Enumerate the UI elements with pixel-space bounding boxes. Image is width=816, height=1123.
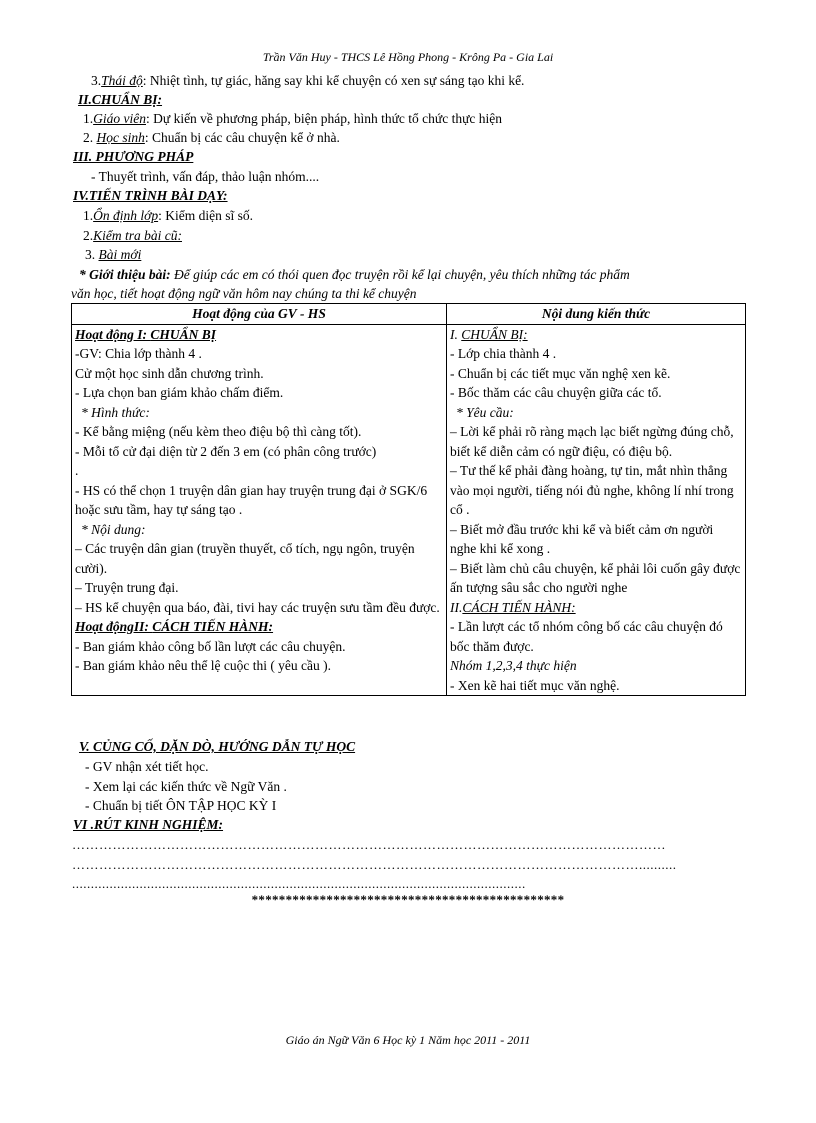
content-cell — [447, 324, 746, 696]
list-item: – Tư thế kể phải đàng hoàng, tự tin, mắt nhìn thẳng vào mọi người, tiếng nói đủ nghe, không lí nhí trong cổ . — [450, 463, 734, 517]
list-item: - Kể bằng miệng (nếu kèm theo điệu bộ thì càng tốt). — [75, 424, 362, 439]
list-item: . — [75, 463, 79, 478]
requirement-label: * Yêu cầu: — [456, 404, 514, 420]
page-footer: Giáo án Ngữ Văn 6 Học kỳ 1 Năm học 2011 - 2011 — [285, 1033, 531, 1047]
class-check-line: 1.Ổn định lớp: Kiểm diện sĩ số. — [83, 208, 253, 223]
list-item: - Mỗi tổ cử đại diện từ 2 đến 3 em (có phân công trước) — [75, 443, 377, 459]
new-lesson-line: 3. Bài mới — [85, 247, 142, 262]
section-5-title: V. CỦNG CỐ, DẶN DÒ, HƯỚNG DẪN TỰ HỌC — [79, 739, 356, 754]
student-label: Học sinh — [96, 130, 145, 145]
list-item: - Ban giám khảo công bố lần lượt các câu chuyện. — [75, 638, 346, 654]
list-item: - Lựa chọn ban giám khảo chấm điểm. — [75, 385, 284, 400]
list-item: – Biết làm chủ câu chuyện, kể phải lôi cuốn gây được ấn tượng sâu sắc cho người nghe — [450, 560, 741, 595]
section-6-title: VI .RÚT KINH NGHIỆM: — [73, 817, 224, 832]
list-item: - Ban giám khảo nêu thể lệ cuộc thi ( yêu cầu ). — [75, 658, 332, 673]
list-item: - Xem lại các kiến thức về Ngữ Văn . — [85, 779, 287, 794]
old-lesson-line: 2.Kiểm tra bài cũ: — [83, 228, 182, 243]
notes-line-2: ……………………………………………………………………………………………………………….......... — [72, 857, 677, 872]
list-item: – HS kể chuyện qua báo, đài, tivi hay các truyện sưu tầm đều được. — [75, 599, 440, 615]
attitude-label: Thái độ — [101, 73, 143, 88]
list-item: – Các truyện dân gian (truyền thuyết, cổ tích, ngụ ngôn, truyện cười). — [75, 541, 415, 576]
list-item: - GV nhận xét tiết học. — [85, 759, 209, 774]
intro-label: * Giới thiệu bài: — [79, 267, 175, 282]
list-item: -GV: Chia lớp thành 4 . — [75, 346, 202, 361]
activity-1-heading: Hoạt động I: CHUẨN BỊ — [75, 326, 217, 342]
teacher-prep-line: 1.Giáo viên: Dự kiến về phương pháp, biện pháp, hình thức tổ chức thực hiện — [83, 111, 503, 126]
class-check-label: Ổn định lớp — [93, 208, 159, 223]
teacher-label: Giáo viên — [93, 111, 146, 126]
section-2-title: II.CHUẨN BỊ: — [78, 92, 163, 107]
activity-table — [71, 303, 746, 696]
method-line: - Thuyết trình, vấn đáp, thảo luận nhóm.... — [91, 169, 320, 184]
intro-line-2: văn học, tiết hoạt động ngữ văn hôm nay chúng ta thi kể chuyện — [71, 286, 417, 301]
attitude-line: 3.Thái độ: Nhiệt tình, tự giác, hăng say khi kể chuyện có xen sự sáng tạo khi kể. — [91, 73, 525, 88]
content-label: * Nội dung: — [81, 521, 146, 537]
form-label: * Hình thức: — [81, 404, 150, 420]
list-item: – Lời kể phải rõ ràng mạch lạc biết ngừng đúng chỗ, biết kể diễn cảm có ngữ điệu, có điệu bộ. — [450, 424, 734, 459]
page-header: Trần Văn Huy - THCS Lê Hồng Phong - Krông Pa - Gia Lai — [262, 50, 554, 64]
activity-2-heading: Hoạt độngII: CÁCH TIẾN HÀNH: — [75, 619, 274, 634]
list-item: - HS có thể chọn 1 truyện dân gian hay truyện trung đại ở SGK/6 hoặc sưu tầm, hay tự sáng tạo . — [75, 482, 428, 517]
content-1-heading: I. CHUẨN BỊ: — [450, 326, 528, 342]
content-2-heading: II.CÁCH TIẾN HÀNH: — [450, 599, 576, 615]
list-item: – Truyện trung đại. — [75, 580, 179, 595]
intro-line-1: * Giới thiệu bài: Để giúp các em có thói quen đọc truyện rồi kể lại chuyện, yêu thích những tác phẩm — [79, 267, 630, 282]
list-item: - Chuẩn bị tiết ÔN TẬP HỌC KỲ I — [85, 798, 277, 813]
list-item: - Lớp chia thành 4 . — [450, 346, 557, 361]
separator-stars: ********************************************** — [251, 892, 565, 907]
groups-note: Nhóm 1,2,3,4 thực hiện — [450, 658, 577, 673]
list-item: - Bốc thăm các câu chuyện giữa các tổ. — [450, 385, 662, 400]
list-item: - Lần lượt các tổ nhóm công bố các câu chuyện đó bốc thăm được. — [450, 619, 723, 654]
col-header-activity: Hoạt động của GV - HS — [72, 304, 447, 325]
list-item: - Xen kẽ hai tiết mục văn nghệ. — [450, 677, 620, 693]
student-prep-line: 2. Học sinh: Chuẩn bị các câu chuyện kể ở nhà. — [83, 130, 340, 145]
list-item: Cử một học sinh dẫn chương trình. — [75, 365, 264, 381]
list-item: - Chuẩn bị các tiết mục văn nghệ xen kẽ. — [450, 365, 671, 381]
section-4-title: IV.TIẾN TRÌNH BÀI DẠY: — [73, 188, 228, 203]
section-3-title: III. PHƯƠNG PHÁP — [73, 149, 194, 164]
list-item: – Biết mở đầu trước khi kể và biết cảm ơn người nghe khi kể xong . — [450, 521, 714, 556]
notes-line-3: ......................................................................................................................... — [72, 876, 526, 891]
old-lesson-label: Kiểm tra bài cũ: — [93, 228, 182, 243]
col-header-content: Nội dung kiến thức — [447, 304, 746, 325]
notes-line-1: …………………………………………………………………………………………………………………… — [72, 837, 666, 852]
new-lesson-label: Bài mới — [98, 247, 142, 262]
activity-cell — [72, 324, 447, 696]
